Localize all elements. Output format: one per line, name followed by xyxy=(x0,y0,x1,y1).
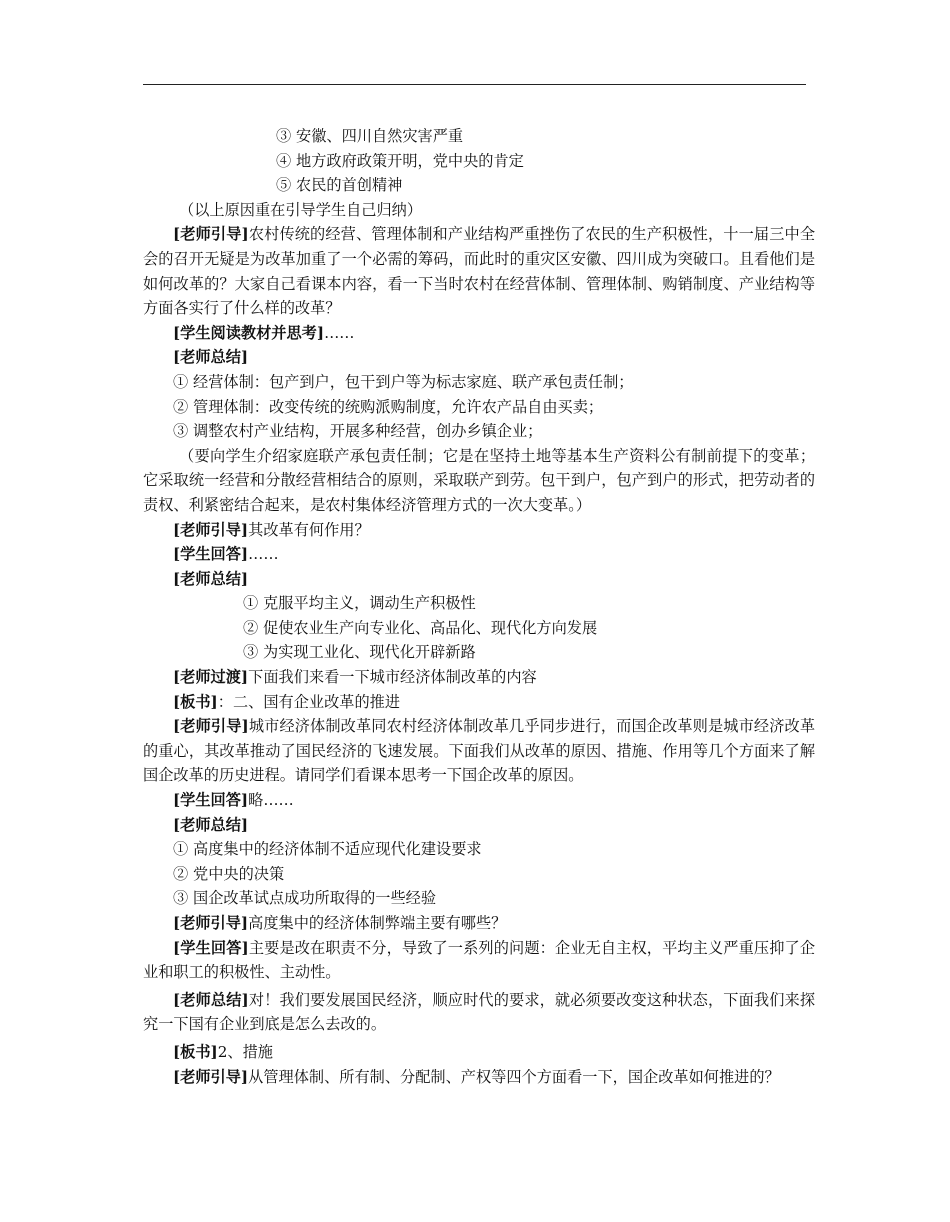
paragraph-text: …… xyxy=(324,323,355,342)
paragraph-label: [学生阅读教材并思考] xyxy=(173,323,325,342)
paragraph xyxy=(143,542,815,567)
list-item: ③ 调整农村产业结构，开展多种经营，创办乡镇企业； xyxy=(173,422,543,441)
paragraph xyxy=(143,222,815,320)
paragraph xyxy=(143,665,815,690)
paragraph-label: [老师总结] xyxy=(173,348,249,367)
paragraph-text: 农村传统的经营、管理体制和产业结构严重挫伤了农民的生产积极性，十一届三中全会的召开无疑是为改革加重了一个必需的筹码，而此时的重灾区安徽、四川成为突破口。且看他们是如何改革的？大家自己看课本内容，看一下当时农村在经营体制、管理体制、购销制度、产业结构等方面各实行了什么样的改革？ xyxy=(143,225,816,318)
list-item: ③ 国企改革试点成功所取得的一些经验 xyxy=(173,889,437,908)
paragraph-text: 对！我们要发展国民经济，顺应时代的要求，就必须要改变这种状态，下面我们来探究一下国有企业到底是怎么去改的。 xyxy=(143,990,816,1034)
paragraph-text: 2、措施 xyxy=(217,1042,273,1061)
note-text: （要向学生介绍家庭联产承包责任制；它是在坚持土地等基本生产资料公有制前提下的变革；它采取统一经营和分散经营相结合的原则，采取联产到劳。包干到户，包产到户的形式，把劳动者的责权、利紧密结合起来，是农村集体经济管理方式的一次大变革。） xyxy=(143,446,815,514)
paragraph-text: 主要是改在职责不分，导致了一系列的问题：企业无自主权，平均主义严重压抑了企业和职工的积极性、主动性。 xyxy=(143,938,816,982)
paragraph-label: [老师总结] xyxy=(173,815,249,834)
paragraph-label: [学生回答] xyxy=(173,791,249,810)
paragraph xyxy=(143,518,815,543)
paragraph-text: 其改革有何作用？ xyxy=(248,520,370,539)
list-item: ③ 安徽、四川自然灾害严重 xyxy=(276,127,464,145)
paragraph-label: [板书] xyxy=(173,1042,218,1061)
paragraph-label: [学生回答] xyxy=(173,545,249,564)
paragraph-label: [老师总结] xyxy=(173,569,249,588)
paragraph-text: 城市经济体制改革同农村经济体制改革几乎同步进行，而国企改革则是城市经济改革的重心，其改革推动了国民经济的飞速发展。下面我们从改革的原因、措施、作用等几个方面来了解国企改革的历史进程。请同学们看课本思考一下国企改革的原因。 xyxy=(143,717,816,785)
paragraph xyxy=(143,690,815,715)
paragraph-label: [老师引导] xyxy=(173,1067,249,1086)
paragraph-text: 下面我们来看一下城市经济体制改革的内容 xyxy=(248,668,537,687)
paragraph-text: …… xyxy=(248,545,279,564)
list-item: ① 高度集中的经济体制不适应现代化建设要求 xyxy=(173,840,482,859)
list-item: ② 党中央的决策 xyxy=(173,864,285,883)
paragraph xyxy=(143,321,815,346)
paragraph-label: [老师引导] xyxy=(173,225,249,244)
paragraph-text: 高度集中的经济体制弊端主要有哪些？ xyxy=(248,914,507,932)
paragraph-label: [学生回答] xyxy=(173,938,249,957)
paragraph-label: [老师引导] xyxy=(173,520,249,539)
note-text: （以上原因重在引导学生自己归纳） xyxy=(179,200,422,219)
paragraph xyxy=(143,714,815,788)
paragraph xyxy=(143,911,815,936)
paragraph-label: [老师引导] xyxy=(173,717,249,736)
paragraph-text: ：二、国有企业改革的推进 xyxy=(217,692,400,711)
paragraph-label: [老师过渡] xyxy=(173,668,249,687)
list-item: ① 克服平均主义，调动生产积极性 xyxy=(243,594,476,613)
list-item: ④ 地方政府政策开明，党中央的肯定 xyxy=(276,151,524,170)
paragraph-label: [板书] xyxy=(173,692,218,711)
paragraph-label: [老师引导] xyxy=(173,914,249,932)
paragraph xyxy=(143,345,815,370)
paragraph xyxy=(143,936,815,985)
paragraph-label: [老师总结] xyxy=(173,990,249,1009)
paragraph-text: 从管理体制、所有制、分配制、产权等四个方面看一下，国企改革如何推进的？ xyxy=(248,1067,780,1086)
paragraph xyxy=(143,1040,815,1065)
document-page xyxy=(143,124,815,1089)
list-item: ⑤ 农民的首创精神 xyxy=(276,176,403,195)
list-item: ② 管理体制：改变传统的统购派购制度，允许农产品自由买卖； xyxy=(173,397,604,416)
paragraph xyxy=(143,988,815,1037)
list-item: ③ 为实现工业化、现代化开辟新路 xyxy=(243,643,476,662)
paragraph xyxy=(143,813,815,838)
paragraph xyxy=(143,1065,815,1090)
paragraph xyxy=(143,788,815,813)
list-item: ① 经营体制：包产到户，包干到户等为标志家庭、联产承包责任制； xyxy=(173,372,634,391)
paragraph-text: 略…… xyxy=(248,791,294,810)
paragraph xyxy=(143,567,815,592)
list-item: ② 促使农业生产向专业化、高品化、现代化方向发展 xyxy=(243,618,598,637)
header-rule xyxy=(143,84,806,85)
